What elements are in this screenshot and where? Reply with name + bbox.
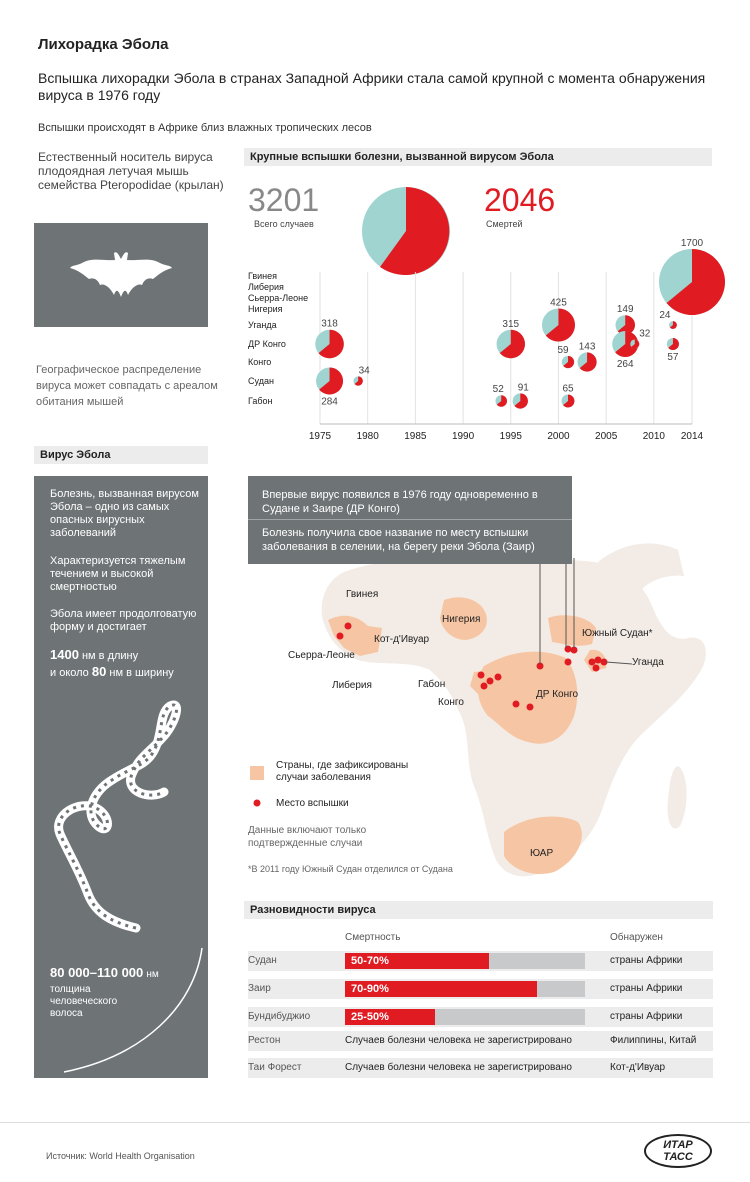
- x-tick-label: 2005: [595, 431, 618, 442]
- source-credit: Источник: World Health Organisation: [46, 1151, 195, 1161]
- hair-text: толщина человеческого волоса: [50, 984, 118, 1019]
- outbreak-dot: [589, 659, 596, 666]
- variety-name: Бундибуджио: [248, 1011, 311, 1022]
- bat-icon: [34, 223, 208, 327]
- map-label-drc: ДР Конго: [536, 689, 579, 700]
- bubble-label: 24: [659, 310, 671, 322]
- row-label: Габон: [248, 396, 273, 406]
- legend-affected-label: Страны, где зафиксированы случаи заболевания: [276, 760, 409, 783]
- x-tick-label: 2000: [547, 431, 570, 442]
- table-row: [248, 979, 713, 999]
- madagascar-land: [668, 766, 687, 828]
- map-label-uganda: Уганда: [632, 657, 664, 668]
- virus-width: [50, 665, 200, 680]
- table-row: [248, 1007, 713, 1027]
- map-label-nigeria: Нигерия: [442, 614, 481, 625]
- outbreak-dot: [565, 659, 572, 666]
- map-label-congo: Конго: [438, 697, 464, 708]
- row-label: Нигерия: [248, 304, 283, 314]
- bubble-label: 91: [517, 382, 529, 394]
- bubble-label: 264: [616, 359, 634, 371]
- bat-illustration: [34, 223, 208, 327]
- x-tick-label: 2010: [642, 431, 665, 442]
- total-deaths-value: 2046: [484, 182, 556, 218]
- hair-unit: нм: [146, 969, 159, 980]
- total-cases-value: 3201: [248, 182, 320, 218]
- virus-width-value: 80: [91, 664, 107, 679]
- row-label: Уганда: [248, 320, 277, 330]
- legend-affected-swatch: [250, 766, 264, 780]
- no-cases-text: Случаев болезни человека не зарегистрировано: [345, 1035, 572, 1046]
- table-row: [248, 1031, 713, 1051]
- row-label: Сьерра-Леоне: [248, 293, 309, 303]
- row-label: Конго: [248, 357, 272, 367]
- hair-value: 80 000–110 000: [50, 965, 144, 980]
- legend-outbreak-label: Место вспышки: [276, 798, 349, 809]
- outbreak-dot: [527, 704, 534, 711]
- variety-name: Судан: [248, 955, 277, 966]
- bubble-label: 1700: [680, 238, 704, 249]
- bubble-label: 59: [557, 344, 569, 356]
- bubble-label: 32: [639, 328, 651, 340]
- outbreak-dot: [478, 672, 485, 679]
- virus-length: [50, 648, 200, 663]
- x-tick-label: 1975: [308, 431, 332, 442]
- geo-distribution-text: Географическое распределение вируса может совпадать с ареалом обитания мышей: [36, 364, 218, 408]
- table-row: [248, 1058, 713, 1078]
- mortality-bar-track: [345, 981, 585, 997]
- varieties-heading: Разновидности вируса: [244, 901, 713, 919]
- bubble-label: 315: [502, 318, 520, 330]
- map-label-sierra-leone: Сьерра-Леоне: [288, 650, 355, 661]
- x-tick-label: 1985: [404, 431, 427, 442]
- map-footnote: *В 2011 году Южный Судан отделился от Судана: [248, 864, 453, 874]
- row-label: ДР Конго: [248, 339, 286, 349]
- sar-affected: [504, 817, 582, 874]
- no-cases-text: Случаев болезни человека не зарегистрировано: [345, 1062, 572, 1073]
- outbreak-dot: [487, 678, 494, 685]
- host-description: Естественный носитель вируса плодоядная летучая мышь семейства Pteropodidae (крылан): [38, 150, 224, 192]
- outbreak-dot: [593, 665, 600, 672]
- map-label-sar: ЮАР: [530, 848, 554, 859]
- virus-width-unit: нм в ширину: [109, 667, 174, 679]
- outbreak-dot: [481, 683, 488, 690]
- found-value: Филиппины, Китай: [610, 1035, 697, 1046]
- map-data-note: Данные включают только подтвержденные случаи: [248, 825, 367, 849]
- outbreak-dot: [337, 633, 344, 640]
- row-label: Гвинея: [248, 271, 278, 281]
- map-label-south-sudan: Южный Судан*: [582, 628, 653, 639]
- x-tick-label: 2014: [680, 431, 704, 442]
- callout-name-origin: Болезнь получила свое название по месту вспышки заболевания в селении, на берегу реки Эбола (Заир): [262, 527, 535, 553]
- map-label-liberia: Либерия: [332, 680, 372, 691]
- map-label-guinea: Гвинея: [346, 589, 379, 600]
- outbreak-dot: [495, 674, 502, 681]
- virus-text-1: Болезнь, вызванная вирусом Эбола – одно из самых опасных вирусных заболеваний: [50, 488, 199, 539]
- bubble-label: 284: [321, 396, 338, 408]
- outbreaks-bubble-chart: [240, 238, 730, 450]
- mortality-bar-track: [345, 1009, 585, 1025]
- outbreak-dot: [345, 623, 352, 630]
- variety-name: Таи Форест: [248, 1062, 302, 1073]
- callout-first-appearance: Впервые вирус появился в 1976 году одновременно в Судане и Заире (ДР Конго): [262, 489, 538, 515]
- logo-top-text: ИТАР: [663, 1139, 693, 1151]
- logo-bottom-text: ТАСС: [663, 1151, 693, 1163]
- found-value: Кот-д'Ивуар: [610, 1062, 666, 1073]
- bubble-label: 149: [616, 304, 634, 316]
- bubble-label: 34: [358, 365, 370, 377]
- mortality-bar-track: [345, 953, 585, 969]
- habitat-note: Вспышки происходят в Африке близ влажных тропических лесов: [38, 122, 372, 134]
- x-tick-label: 1980: [356, 431, 379, 442]
- bubble-label: 143: [578, 341, 596, 353]
- virus-length-value: 1400: [50, 647, 79, 662]
- col-mortality-header: Смертность: [345, 932, 401, 943]
- virus-panel: [34, 476, 208, 1078]
- bubble-label: 425: [550, 297, 567, 309]
- virus-text-2: Характеризуется тяжелым течением и высокой смертностью: [50, 555, 186, 593]
- legend-outbreak-dot: [254, 800, 261, 807]
- total-cases-label: Всего случаев: [254, 219, 314, 229]
- x-tick-label: 1995: [499, 431, 522, 442]
- map-label-ivory-coast: Кот-д'Ивуар: [374, 634, 430, 645]
- bubble-label: 52: [492, 384, 504, 396]
- row-label: Либерия: [248, 282, 284, 292]
- bubble-label: 57: [667, 352, 679, 364]
- virus-text-3: Эбола имеет продолговатую форму и достигает: [50, 608, 197, 633]
- map-label-gabon: Габон: [418, 679, 446, 690]
- found-value: страны Африки: [610, 1011, 683, 1022]
- virus-length-unit: нм в длину: [81, 650, 139, 662]
- bubble-label: 318: [321, 318, 338, 330]
- x-tick-label: 1990: [451, 431, 475, 442]
- page-subtitle: Вспышка лихорадки Эбола в странах Западной Африки стала самой крупной с момента обнаружения вируса в 1976 году: [38, 70, 706, 103]
- outbreaks-heading: Крупные вспышки болезни, вызванной вирусом Эбола: [244, 148, 712, 166]
- outbreak-dot: [595, 657, 602, 664]
- mortality-value: 70-90%: [351, 983, 389, 995]
- footer-divider: [0, 1122, 750, 1123]
- mortality-value: 50-70%: [351, 955, 389, 967]
- table-row: [248, 951, 713, 971]
- hair-thickness: [50, 966, 200, 981]
- total-deaths-label: Смертей: [486, 219, 523, 229]
- bubble-label: 65: [562, 383, 574, 395]
- mortality-value: 25-50%: [351, 1011, 389, 1023]
- virus-width-prefix: и около: [50, 667, 89, 679]
- variety-name: Заир: [248, 983, 271, 994]
- variety-name: Рестон: [248, 1035, 281, 1046]
- found-value: страны Африки: [610, 955, 683, 966]
- virus-heading: Вирус Эбола: [34, 446, 208, 464]
- row-label: Судан: [248, 376, 274, 386]
- map-callout: [248, 476, 572, 564]
- itar-tass-logo: [644, 1134, 712, 1168]
- outbreak-dot: [513, 701, 520, 708]
- virus-filament-icon: [40, 696, 200, 946]
- col-found-header: Обнаружен: [610, 932, 663, 943]
- found-value: страны Африки: [610, 983, 683, 994]
- page-title: Лихорадка Эбола: [38, 36, 169, 53]
